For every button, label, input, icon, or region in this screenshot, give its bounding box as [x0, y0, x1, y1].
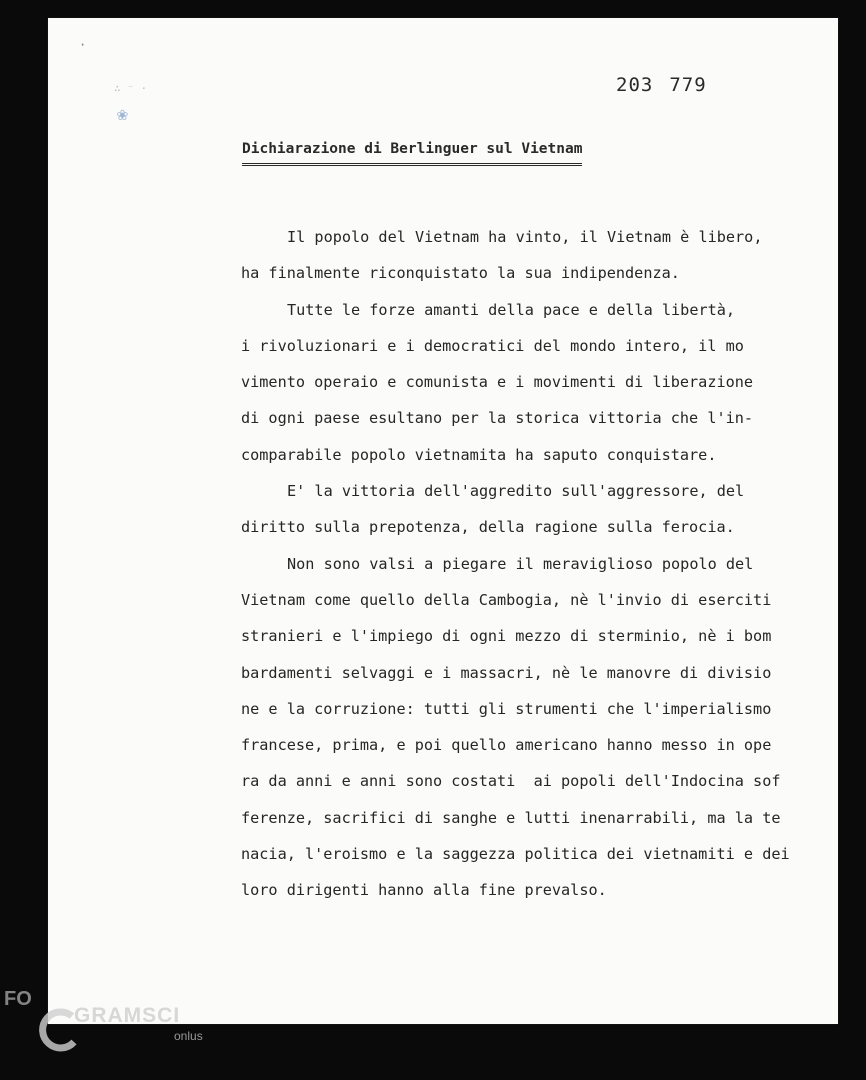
text-line: Tutte le forze amanti della pace e della libertà, [287, 300, 736, 319]
text-line: diritto sulla prepotenza, della ragione sulla ferocia. [241, 518, 735, 537]
text-line: comparabile popolo vietnamita ha saputo conquistare. [241, 445, 717, 464]
text-line: ra da anni e anni sono costati ai popoli dell'Indocina sof [241, 772, 781, 791]
text-line: ferenze, sacrifici di sanghe e lutti inenarrabili, ma la te [241, 808, 781, 827]
text-line: E' la vittoria dell'aggredito sull'aggressore, del [287, 482, 745, 501]
page-number [616, 74, 723, 96]
page-number-right: 779 [669, 74, 707, 96]
text-line: di ogni paese esultano per la storica vittoria che l'in- [241, 409, 754, 428]
gramsci-watermark-logo [0, 984, 220, 1080]
watermark-fo: FO [4, 988, 32, 1010]
text-line: vimento operaio e comunista e i movimenti di liberazione [241, 373, 754, 392]
pencil-mark: ∴ ⁻ · [114, 82, 148, 95]
margin-dot: · [79, 38, 87, 52]
document-body [241, 219, 801, 909]
text-line: Il popolo del Vietnam ha vinto, il Vietnam è libero, [287, 228, 763, 246]
text-line: Vietnam come quello della Cambogia, nè l'invio di eserciti [241, 590, 772, 609]
pencil-scribble-icon: ❀ [117, 104, 128, 125]
watermark-gramsci: GRAMSCI [74, 1004, 181, 1027]
document-title: Dichiarazione di Berlinguer sul Vietnam [242, 141, 582, 166]
text-line: Non sono valsi a piegare il meraviglioso popolo del [287, 554, 754, 573]
text-line: ne e la corruzione: tutti gli strumenti che l'imperialismo [241, 699, 772, 718]
text-line: stranieri e l'impiego di ogni mezzo di sterminio, nè i bom [241, 627, 772, 646]
text-line: francese, prima, e poi quello americano hanno messo in ope [241, 736, 772, 755]
text-line: nacia, l'eroismo e la saggezza politica dei vietnamiti e dei [241, 845, 790, 864]
text-line: loro dirigenti hanno alla fine prevalso. [241, 881, 607, 900]
text-line: ha finalmente riconquistato la sua indipendenza. [241, 264, 680, 283]
text-line: bardamenti selvaggi e i massacri, nè le manovre di divisio [241, 663, 772, 682]
page-number-left: 203 [616, 74, 654, 96]
text-line: i rivoluzionari e i democratici del mondo intero, il mo [241, 336, 744, 355]
watermark-onlus: onlus [174, 1029, 203, 1043]
